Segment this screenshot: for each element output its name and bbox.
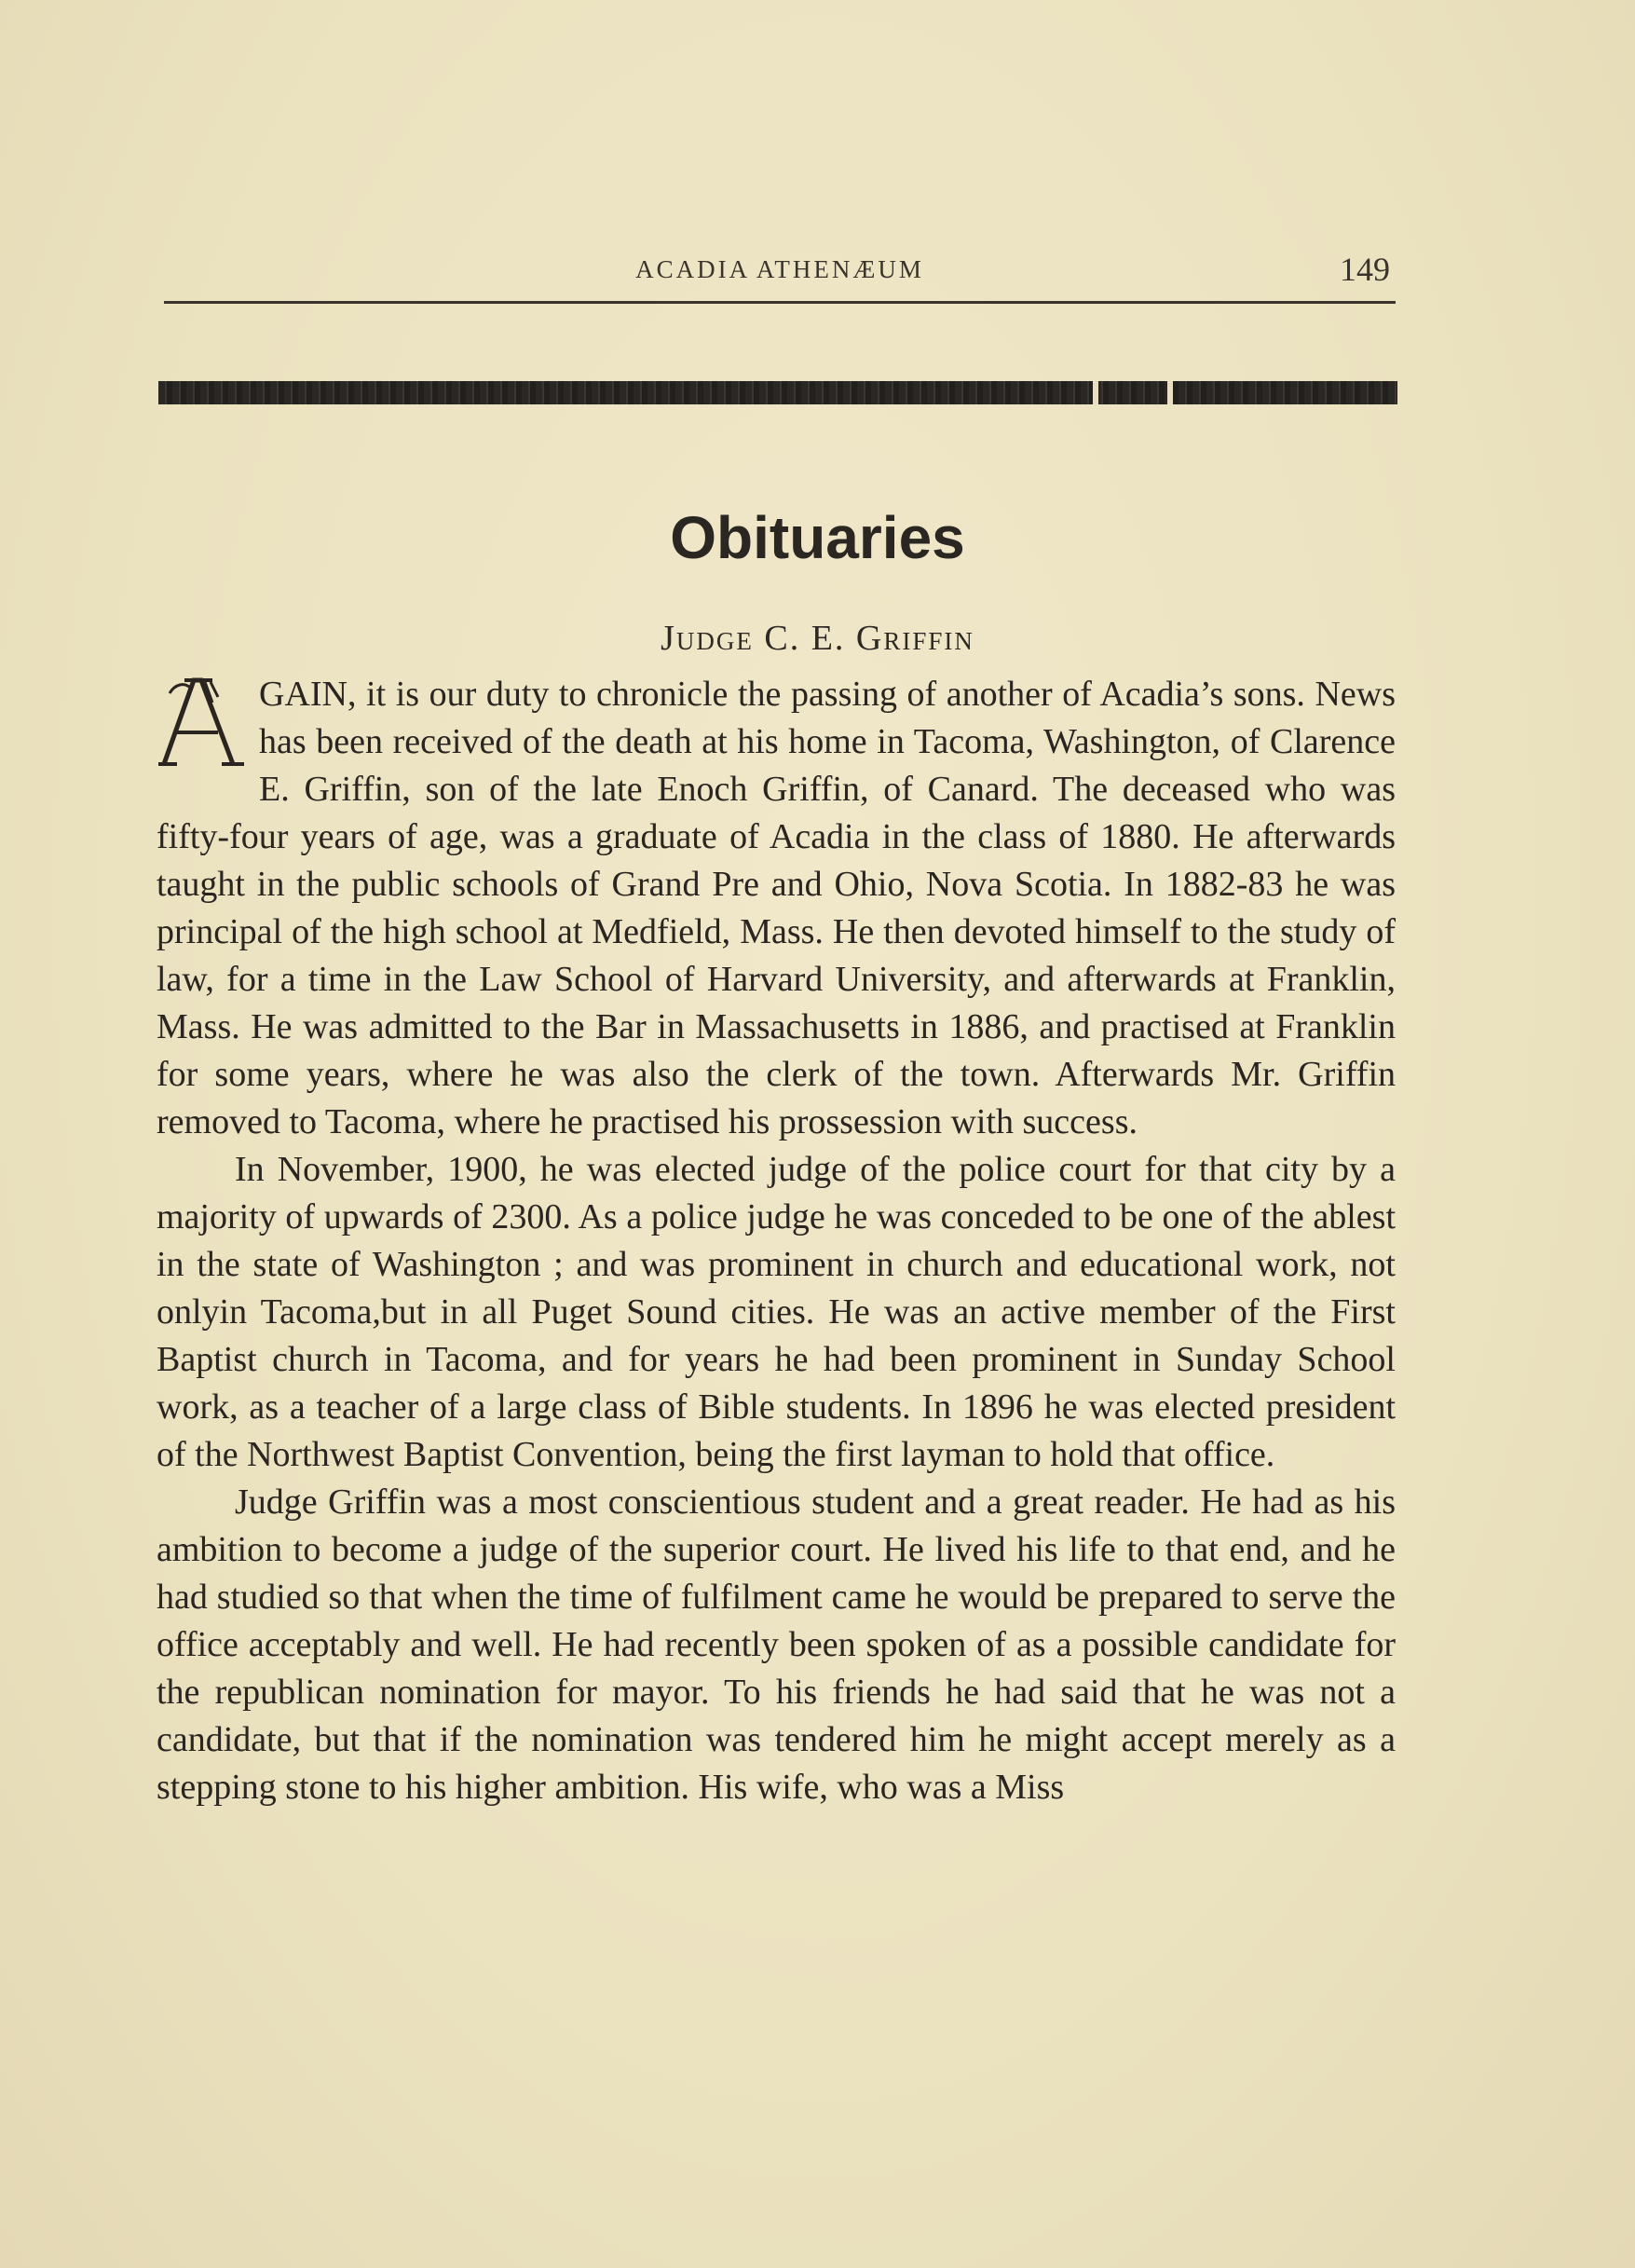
ornament-gap — [1093, 381, 1098, 404]
paragraph-3: Judge Griffin was a most conscientious student and a great reader. He had as his ambition to become a judge of the superior court. He lived his life to that end, and he had studied so that when the time of fulfilment came he would be prepared to serve the office acceptably and well. He had recently been spoken of as a possible candidate for the republican nomination for mayor. To his friends he had said that he was not a candidate, but that if the nomination was tendered him he might accept merely as a stepping stone to his higher ambition. His wife, who was a Miss — [157, 1482, 1396, 1807]
header-rule — [164, 301, 1396, 304]
ornament-gap — [1167, 381, 1173, 404]
ornamental-divider-bar — [158, 381, 1397, 404]
paragraph-2: In November, 1900, he was elected judge of the police court for that city by a majority of upwards of 2300. As a police judge he was conceded to be one of the ablest in the state of Washington ; and was prominent in church and educational work, not onlyin Tacoma,but in all Puget Sound cities. He was an active member of the First Baptist church in Tacoma, and for years he had been prominent in Sunday School work, as a teacher of a large class of Bible students. In 1896 he was elected president of the Northwest Baptist Convention, being the first layman to hold that office. — [157, 1150, 1396, 1474]
drop-cap-initial — [157, 675, 246, 768]
page-number: 149 — [1340, 251, 1390, 288]
drop-cap-a-icon — [157, 675, 246, 768]
obituary-heading: Judge C. E. Griffin — [661, 619, 974, 658]
obituary-body — [157, 671, 1396, 1811]
section-title: Obituaries — [670, 504, 965, 571]
paragraph-1-text: GAIN, it is our duty to chronicle the passing of another of Acadia’s sons. News has been received of the death at his home in Tacoma, Washington, of Clarence E. Griffin, son of the late Enoch Griffin, of Canard. The deceased who was fifty-four years of age, was a graduate of Acadia in the class of 1880. He afterwards taught in the public schools of Grand Pre and Ohio, Nova Scotia. In 1882-83 he was principal of the high school at Medfield, Mass. He then devoted himself to the study of law, for a time in the Law School of Harvard University, and afterwards at Franklin, Mass. He was admitted to the Bar in Massachusetts in 1886, and practised at Franklin for some years, where he was also the clerk of the town. Afterwards Mr. Griffin removed to Tacoma, where he practised his prossession with success. — [157, 675, 1396, 1141]
running-head — [164, 250, 1396, 306]
running-title: ACADIA ATHENÆUM — [635, 255, 924, 283]
paragraph-1 — [157, 671, 1396, 1146]
